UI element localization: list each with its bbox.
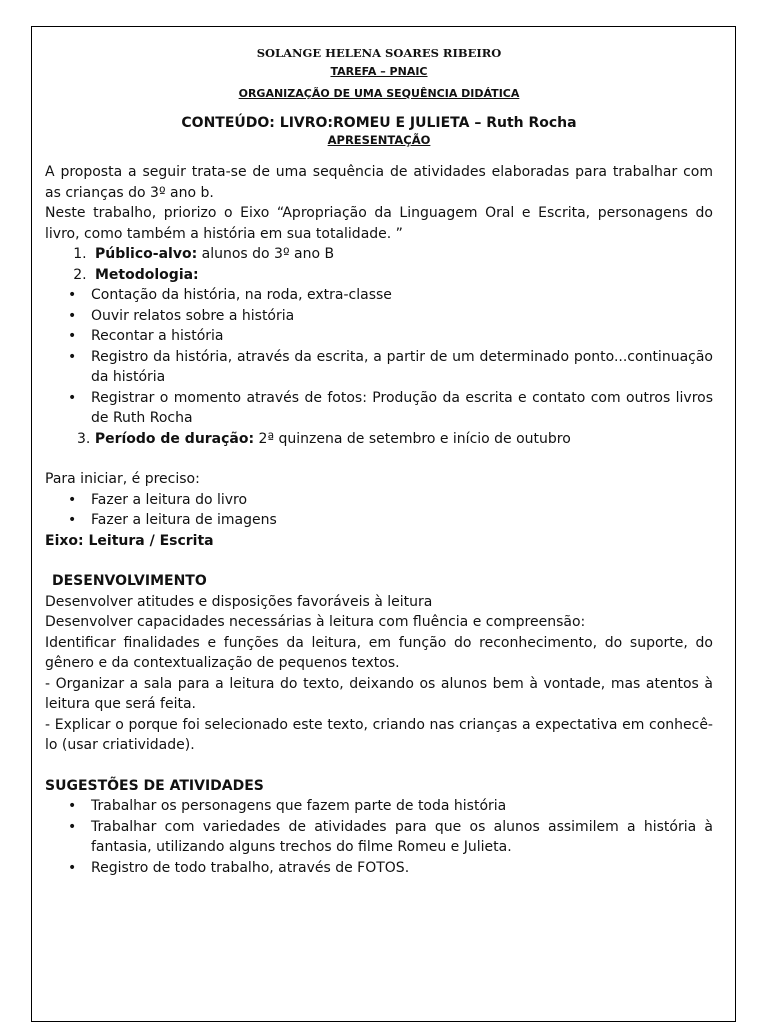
list-item: • Recontar a história [91, 326, 713, 347]
list-item: • Contação da história, na roda, extra-classe [91, 285, 713, 306]
bullet-icon: • [68, 491, 77, 508]
development-line: Desenvolver capacidades necessárias à leitura com fluência e compreensão: [45, 614, 586, 630]
bullet-icon: • [68, 389, 77, 406]
list-item: • Ouvir relatos sobre a história [91, 306, 713, 327]
suggestions-bullets [45, 796, 713, 878]
list-item: • Registro da história, através da escrita, a partir de um determinado ponto...continuação da história [68, 348, 713, 385]
methodology-label: Metodologia: [95, 266, 199, 283]
bullet-icon: • [68, 287, 77, 303]
list-item: • Fazer a leitura do livro [91, 490, 713, 511]
list-item: • Registro de todo trabalho, através de FOTOS. [91, 858, 713, 879]
duration-number: 3. [77, 430, 91, 447]
audience-text: alunos do 3º ano B [197, 246, 335, 262]
bullet-icon: • [68, 512, 77, 528]
duration-label: Período de duração: [94, 430, 255, 447]
audience-label: Público-alvo: [95, 246, 198, 262]
suggestions-title: SUGESTÕES DE ATIVIDADES [45, 777, 264, 794]
content-title: CONTEÚDO: LIVRO:ROMEU E JULIETA – Ruth Rocha [181, 115, 577, 131]
plan-item-audience [91, 244, 713, 265]
plan-list [45, 244, 713, 285]
bullet-icon: • [68, 859, 77, 876]
section-presentation: APRESENTAÇÃO [327, 133, 431, 147]
methodology-bullets [45, 285, 713, 429]
bullet-icon: • [68, 307, 77, 324]
list-item: • Registrar o momento através de fotos: Produção da escrita e contato com outros livros de Ruth Rocha [68, 389, 713, 426]
plan-item-duration [45, 429, 713, 450]
intro-paragraph-2: Neste trabalho, priorizo o Eixo “Apropriação da Linguagem Oral e Escrita, personagens do livro, como também a história em sua totalidade. ” [45, 205, 713, 242]
development-title: DESENVOLVIMENTO [52, 573, 207, 589]
document-subtitle: ORGANIZAÇÃO DE UMA SEQUÊNCIA DIDÁTICA [238, 87, 520, 100]
document-page [31, 26, 736, 1022]
duration-text: 2ª quinzena de setembro e início de outubro [254, 430, 571, 447]
author-name: SOLANGE HELENA SOARES RIBEIRO [256, 46, 502, 60]
bullet-icon: • [68, 798, 77, 814]
start-heading: Para iniciar, é preciso: [45, 471, 200, 487]
axis-label: Eixo: Leitura / Escrita [45, 532, 214, 549]
task-title: TAREFA – PNAIC [330, 65, 428, 78]
list-item: • Trabalhar os personagens que fazem parte de toda história [91, 796, 713, 817]
bullet-icon: • [68, 328, 77, 344]
development-line: Desenvolver atitudes e disposições favoráveis à leitura [45, 593, 433, 610]
start-bullets [45, 490, 713, 531]
list-item: • Trabalhar com variedades de atividades para que os alunos assimilem a história à fantasia, utilizando alguns trechos do filme Romeu e Julieta. [68, 818, 713, 855]
list-item: • Fazer a leitura de imagens [91, 510, 713, 531]
intro-paragraph-1: A proposta a seguir trata-se de uma sequência de atividades elaboradas para trabalhar com as crianças do 3º ano b. [45, 164, 713, 201]
development-line: Identificar finalidades e funções da leitura, em função do reconhecimento, do suporte, do gênero e da contextualização de pequenos textos. [45, 634, 713, 671]
bullet-icon: • [68, 348, 77, 365]
plan-item-methodology [91, 265, 713, 286]
development-line: - Organizar a sala para a leitura do texto, deixando os alunos bem à vontade, mas atentos à leitura que será feita. [45, 675, 713, 712]
development-line: - Explicar o porque foi selecionado este texto, criando nas crianças a expectativa em conhecê-lo (usar criatividade). [45, 716, 713, 753]
bullet-icon: • [68, 818, 77, 835]
document-content [45, 44, 713, 878]
